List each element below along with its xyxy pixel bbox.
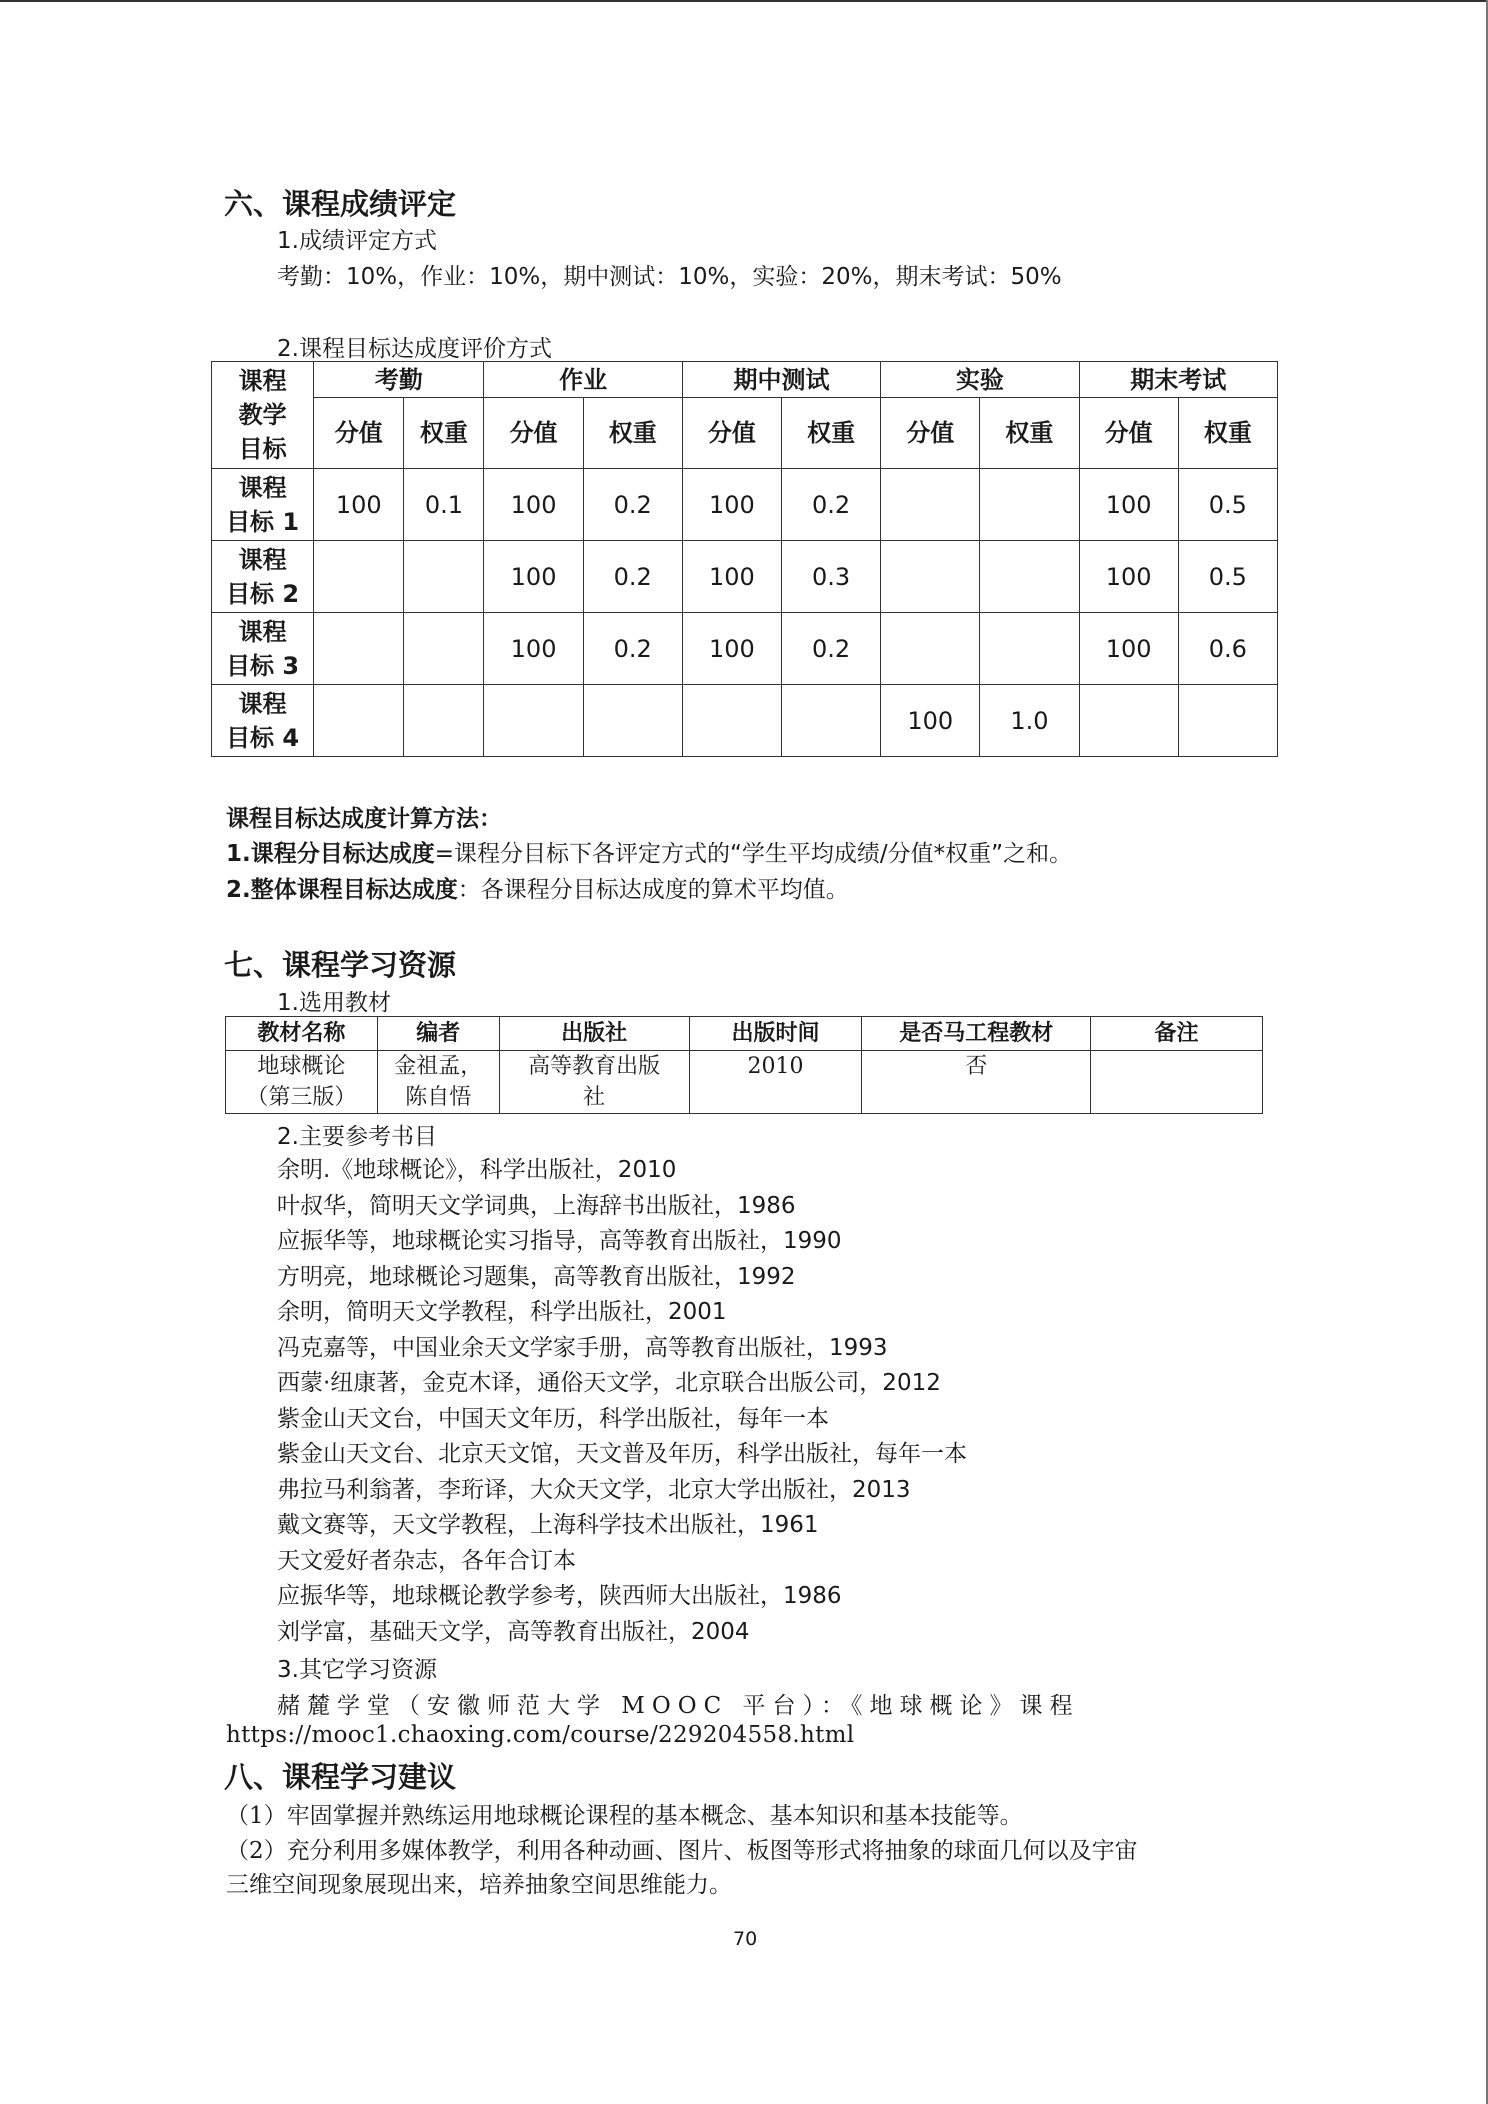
weight-subheader: 权重: [782, 398, 881, 469]
score-subheader: 分值: [682, 398, 781, 469]
table-cell: 0.3: [782, 541, 881, 613]
table-cell: 100: [682, 541, 781, 613]
book-year: 2010: [689, 1051, 862, 1114]
group-header: 考勤: [314, 362, 484, 398]
group-header: 实验: [881, 362, 1079, 398]
column-header: 编者: [377, 1017, 499, 1051]
table-cell: [314, 685, 404, 757]
table-cell: 0.1: [404, 469, 484, 541]
page-number: 70: [733, 1928, 758, 1950]
book-name: 地球概论 （第三版）: [226, 1051, 378, 1114]
table-cell: 100: [1079, 541, 1178, 613]
table-row: [212, 685, 1278, 757]
section6-title: 六、课程成绩评定: [224, 187, 457, 221]
group-header: 期中测试: [682, 362, 880, 398]
section7-sub2: 2.主要参考书目: [277, 1124, 437, 1150]
suggestion-2b: 三维空间现象展现出来，培养抽象空间思维能力。: [226, 1872, 732, 1898]
column-header: 备注: [1091, 1017, 1263, 1051]
section6-sub1: 1.成绩评定方式: [277, 228, 437, 254]
other-resource-url: https://mooc1.chaoxing.com/course/229204558.html: [226, 1722, 855, 1748]
table-row: [226, 1051, 1263, 1114]
reference-item: 应振华等，地球概论教学参考，陕西师大出版社，1986: [277, 1583, 842, 1609]
reference-item: 紫金山天文台，中国天文年历，科学出版社，每年一本: [277, 1405, 829, 1432]
reference-item: 方明亮，地球概论习题集，高等教育出版社，1992: [277, 1263, 796, 1290]
table-cell: [583, 685, 682, 757]
table-row: [212, 541, 1278, 613]
table-cell: 100: [484, 469, 583, 541]
table-cell: [881, 541, 980, 613]
score-subheader: 分值: [881, 398, 980, 469]
reference-item: 天文爱好者杂志，各年合订本: [277, 1547, 576, 1574]
table-cell: [782, 685, 881, 757]
reference-item: 余明，简明天文学教程，科学出版社，2001: [277, 1299, 727, 1325]
row-label: 课程 目标 4: [212, 685, 314, 757]
reference-item: 戴文赛等，天文学教程，上海科学技术出版社，1961: [277, 1512, 819, 1538]
book-publisher: 高等教育出版 社: [499, 1051, 689, 1114]
table-row: [212, 613, 1278, 685]
calc-method-2: 2.整体课程目标达成度：各课程分目标达成度的算术平均值。: [226, 877, 849, 903]
suggestion-1: （1）牢固掌握并熟练运用地球概论课程的基本概念、基本知识和基本技能等。: [226, 1803, 1023, 1829]
table-cell: 0.2: [583, 541, 682, 613]
reference-item: 刘学富，基础天文学，高等教育出版社，2004: [277, 1618, 750, 1645]
row-label: 课程 目标 2: [212, 541, 314, 613]
table-cell: 100: [314, 469, 404, 541]
score-subheader: 分值: [484, 398, 583, 469]
table-cell: [1079, 685, 1178, 757]
other-resource-line: 赭麓学堂（安徽师范大学 MOOC 平台）：《地球概论》课程: [277, 1693, 1080, 1719]
table-cell: 1.0: [980, 685, 1079, 757]
table-cell: 100: [682, 613, 781, 685]
table-cell: 100: [484, 541, 583, 613]
grade-table: [211, 361, 1278, 757]
grading-method: 考勤：10%，作业：10%，期中测试：10%，实验：20%，期末考试：50%: [277, 264, 1062, 290]
book-note: [1091, 1051, 1263, 1114]
reference-item: 冯克嘉等，中国业余天文学家手册，高等教育出版社，1993: [277, 1334, 888, 1361]
calc-method-1: 1.课程分目标达成度=课程分目标下各评定方式的“学生平均成绩/分值*权重”之和。: [226, 841, 1073, 867]
table-cell: 0.5: [1178, 541, 1277, 613]
reference-item: 叶叔华，简明天文学词典，上海辞书出版社，1986: [277, 1192, 796, 1219]
corner-header: 课程 教学 目标: [212, 362, 314, 469]
row-label: 课程 目标 1: [212, 469, 314, 541]
references-list: [277, 1153, 967, 1650]
reference-item: 紫金山天文台、北京天文馆，天文普及年历，科学出版社，每年一本: [277, 1441, 967, 1467]
calc-method-title: 课程目标达成度计算方法：: [226, 806, 502, 832]
table-cell: [404, 541, 484, 613]
table-cell: [314, 613, 404, 685]
table-cell: 0.6: [1178, 613, 1277, 685]
weight-subheader: 权重: [583, 398, 682, 469]
table-cell: 0.2: [782, 613, 881, 685]
table-cell: 100: [881, 685, 980, 757]
table-cell: 0.2: [583, 469, 682, 541]
table-cell: [881, 469, 980, 541]
book-is-mgc: 否: [862, 1051, 1091, 1114]
weight-subheader: 权重: [980, 398, 1079, 469]
column-header: 是否马工程教材: [862, 1017, 1091, 1051]
reference-item: 余明.《地球概论》，科学出版社，2010: [277, 1157, 677, 1183]
table-cell: [682, 685, 781, 757]
group-header: 作业: [484, 362, 682, 398]
column-header: 教材名称: [226, 1017, 378, 1051]
textbook-table: [225, 1016, 1263, 1114]
book-editor: 金祖孟， 陈自悟: [377, 1051, 499, 1114]
table-cell: 100: [682, 469, 781, 541]
score-subheader: 分值: [314, 398, 404, 469]
table-cell: 100: [1079, 613, 1178, 685]
table-cell: [484, 685, 583, 757]
reference-item: 应振华等，地球概论实习指导，高等教育出版社，1990: [277, 1228, 842, 1254]
table-cell: [980, 541, 1079, 613]
section7-sub3: 3.其它学习资源: [277, 1657, 437, 1683]
section6-sub2: 2.课程目标达成度评价方式: [277, 336, 552, 362]
reference-item: 弗拉马利翁著，李珩译，大众天文学，北京大学出版社，2013: [277, 1476, 911, 1503]
section8-title: 八、课程学习建议: [224, 1760, 457, 1794]
table-row: [212, 469, 1278, 541]
table-cell: [881, 613, 980, 685]
section7-sub1: 1.选用教材: [277, 990, 391, 1016]
column-header: 出版社: [499, 1017, 689, 1051]
table-cell: 100: [1079, 469, 1178, 541]
table-cell: [404, 685, 484, 757]
table-cell: 0.5: [1178, 469, 1277, 541]
section7-title: 七、课程学习资源: [224, 948, 457, 982]
suggestion-2a: （2）充分利用多媒体教学，利用各种动画、图片、板图等形式将抽象的球面几何以及宇宙: [226, 1838, 1138, 1864]
table-cell: [980, 613, 1079, 685]
top-border: [0, 0, 1488, 2]
table-cell: 0.2: [583, 613, 682, 685]
row-label: 课程 目标 3: [212, 613, 314, 685]
table-cell: [404, 613, 484, 685]
table-cell: 0.2: [782, 469, 881, 541]
weight-subheader: 权重: [1178, 398, 1277, 469]
table-cell: [980, 469, 1079, 541]
weight-subheader: 权重: [404, 398, 484, 469]
score-subheader: 分值: [1079, 398, 1178, 469]
reference-item: 西蒙·纽康著，金克木译，通俗天文学，北京联合出版公司，2012: [277, 1370, 941, 1396]
column-header: 出版时间: [689, 1017, 862, 1051]
table-cell: 100: [484, 613, 583, 685]
table-cell: [1178, 685, 1277, 757]
table-cell: [314, 541, 404, 613]
group-header: 期末考试: [1079, 362, 1277, 398]
